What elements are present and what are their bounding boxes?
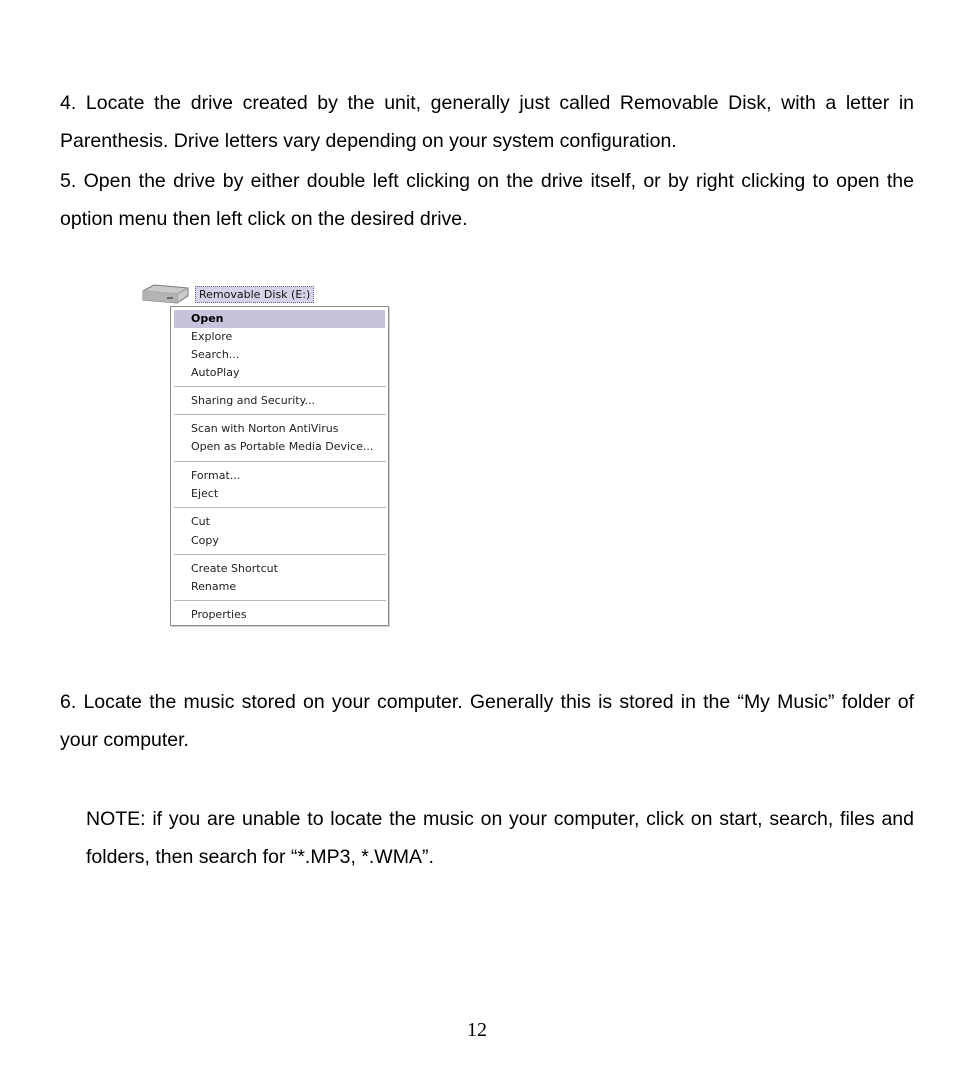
context-menu bbox=[170, 306, 389, 626]
menu-item-format[interactable]: Format... bbox=[191, 469, 241, 482]
menu-item-open[interactable]: Open bbox=[174, 310, 385, 328]
menu-separator bbox=[174, 461, 386, 462]
menu-separator bbox=[174, 554, 386, 555]
menu-separator bbox=[174, 600, 386, 601]
drive-label: Removable Disk (E:) bbox=[195, 286, 314, 303]
menu-item-create-shortcut[interactable]: Create Shortcut bbox=[191, 562, 278, 575]
menu-item-explore[interactable]: Explore bbox=[191, 330, 233, 343]
menu-item-sharing-security[interactable]: Sharing and Security... bbox=[191, 394, 316, 407]
menu-item-copy[interactable]: Copy bbox=[191, 534, 219, 547]
menu-separator bbox=[174, 414, 386, 415]
context-menu-screenshot bbox=[138, 280, 398, 632]
menu-item-properties[interactable]: Properties bbox=[191, 608, 247, 621]
menu-item-autoplay[interactable]: AutoPlay bbox=[191, 366, 240, 379]
removable-disk-item[interactable] bbox=[138, 280, 338, 306]
page-number: 12 bbox=[467, 1019, 487, 1041]
menu-item-scan-norton[interactable]: Scan with Norton AntiVirus bbox=[191, 422, 339, 435]
menu-separator bbox=[174, 507, 386, 508]
step-6-text: 6. Locate the music stored on your computer. Generally this is stored in the “My Music” folder of your computer. bbox=[60, 691, 914, 751]
menu-item-cut[interactable]: Cut bbox=[191, 515, 210, 528]
removable-drive-icon bbox=[140, 282, 190, 308]
menu-item-eject[interactable]: Eject bbox=[191, 487, 219, 500]
menu-item-portable-media[interactable]: Open as Portable Media Device... bbox=[191, 440, 374, 453]
step-5-text: 5. Open the drive by either double left clicking on the drive itself, or by right clicking to open the option menu then left click on the desired drive. bbox=[60, 170, 914, 230]
note-text: NOTE: if you are unable to locate the music on your computer, click on start, search, files and folders, then search for “*.MP3, *.WMA”. bbox=[86, 808, 914, 868]
menu-item-rename[interactable]: Rename bbox=[191, 580, 237, 593]
step-4-text: 4. Locate the drive created by the unit, generally just called Removable Disk, with a letter in Parenthesis. Drive letters vary depending on your system configuration. bbox=[60, 92, 914, 152]
menu-separator bbox=[174, 386, 386, 387]
menu-item-search[interactable]: Search... bbox=[191, 348, 240, 361]
